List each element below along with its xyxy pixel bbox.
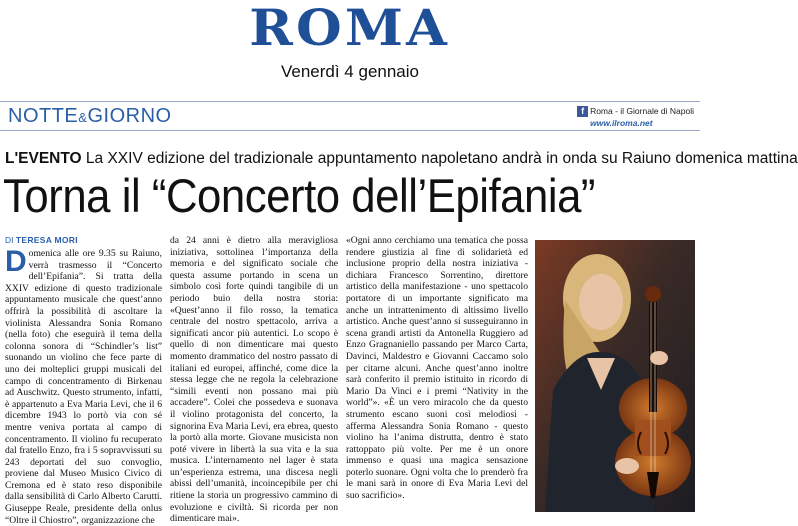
column-3-text: «Ogni anno cerchiamo una tematica che possa rendere giustizia al fine di solidarietà ed inclusione proprio della nostra iniziativa - dichiara Francesco Sorrentino, direttore artistico della manifestazione - uno spettacolo portatore di un importante significato ma anche un intrattenimento di altissimo livello artistico. Anche quest’anno si susseguiranno in scena grandi artisti da Antonella Ruggiero ad Enzo Gragnaniello passando per Marco Carta, Davinci, Maldestro e Giovanni Caccamo solo per citarne alcuni. Anche quest’anno inoltre sarà conferito il premio istituito in ricordo di Mario Da Vinci e i premi “Nativity in the world”». «È un vero miracolo che da questo strumento escano suoni così melodiosi - afferma Alessandra Sonia Romano - questo violino ha l’anima distrutta, dentro è stato rattoppato più volte. Per me è un onore immenso e quasi una magica sensazione poterlo suonare. Ogni volta che lo prenderò fra le mani sarà in onore di Eva Maria Levi del suo sacrificio». xyxy=(346,235,528,502)
violinist-illustration xyxy=(535,240,695,512)
drop-cap: D xyxy=(5,245,27,278)
byline-author: TERESA MORI xyxy=(15,235,78,245)
violinist-photo xyxy=(535,240,695,512)
kicker-text: La XXIV edizione del tradizionale appuntamento napoletano andrà in onda su Raiuno domenica mattina xyxy=(85,150,798,167)
section-name-part2: GIORNO xyxy=(87,105,172,127)
section-name-ampersand: & xyxy=(78,110,88,125)
article-column-3 xyxy=(346,235,528,502)
website-link[interactable]: www.ilroma.net xyxy=(590,118,653,129)
facebook-icon: f xyxy=(577,106,588,117)
byline-prefix: DI xyxy=(5,235,14,245)
social-box xyxy=(577,105,694,129)
article-column-2 xyxy=(170,235,338,525)
article-kicker xyxy=(5,150,798,168)
column-2-text: da 24 anni è dietro alla meravigliosa iniziativa, sottolinea l’importanza della memoria e del significato sociale che questa assume portando in scena un simbolo così forte quindi tangibile di un periodo buio della nostra storia: «Quest’anno il filo rosso, la tematica centrale del nostro spettacolo, arriva a significati ancor più autentici. Lo scopo è quello di non dimenticare mai questo momento drammatico del nostro passato di italiani ed europei, affinché, come dice la stessa legge che ne regola la celebrazione “simili eventi non possano mai più accadere”. Colei che possedeva e suonava il violino protagonista del concerto, la signorina Eva Maria Levi, era ebrea, questo la portò alla morte. Giovane musicista non poté vivere in libertà la sua vita e la sua musica. L’internamento nel lager è stata un’esperienza estrema, una discesa negli abissi dell’umanità, incoincepibile per chi ritiene la storia un progressivo cammino di evoluzione e civiltà. Si ricorda per non dimenticare mai». xyxy=(170,235,338,525)
masthead xyxy=(0,0,700,56)
newspaper-title: ROMA xyxy=(249,0,451,57)
kicker-label: L'EVENTO xyxy=(5,150,82,167)
facebook-label: Roma - il Giornale di Napoli xyxy=(590,106,694,116)
column-1-text: omenica alle ore 9.35 su Raiuno, verrà trasmesso il “Concerto dell’Epifania”. Si tratta della XXIV edizione di questo tradizionale appuntamento musicale che quest’anno offrirà la possibilità di ascoltare la violinista Alessandra Sonia Romano (nella foto) che eseguirà il tema della colonna sonora di “Schindler’s list” suonando un violino che fece parte di uno dei molteplici gruppi musicali del campo di concentramento di Birkenau ad Auschwitz. Questo strumento, infatti, è appartenuto a Eva Maria Levi, che il 6 dicembre 1943 lo portò via con sé mentre veniva portata al campo di concentramento. Il violino fu recuperato dal fratello Enzo, fra i 5 sopravvissuti su 243 deportati del suo convoglio, proviene dal Museo Musico Civico di Cremona ed è stato reso disponibile dalla sensibilità di Carlo Alberto Carutti. Giuseppe Reale, presidente della onlus “Oltre il Chiostro”, organizzazione che xyxy=(5,248,162,526)
byline xyxy=(5,235,78,245)
section-header xyxy=(0,101,700,131)
article-headline: Torna il “Concerto dell’Epifania” xyxy=(3,169,596,222)
section-name xyxy=(8,105,172,128)
issue-date: Venerdì 4 gennaio xyxy=(280,62,419,81)
section-name-part1: NOTTE xyxy=(8,105,79,127)
article-column-1 xyxy=(5,245,162,526)
